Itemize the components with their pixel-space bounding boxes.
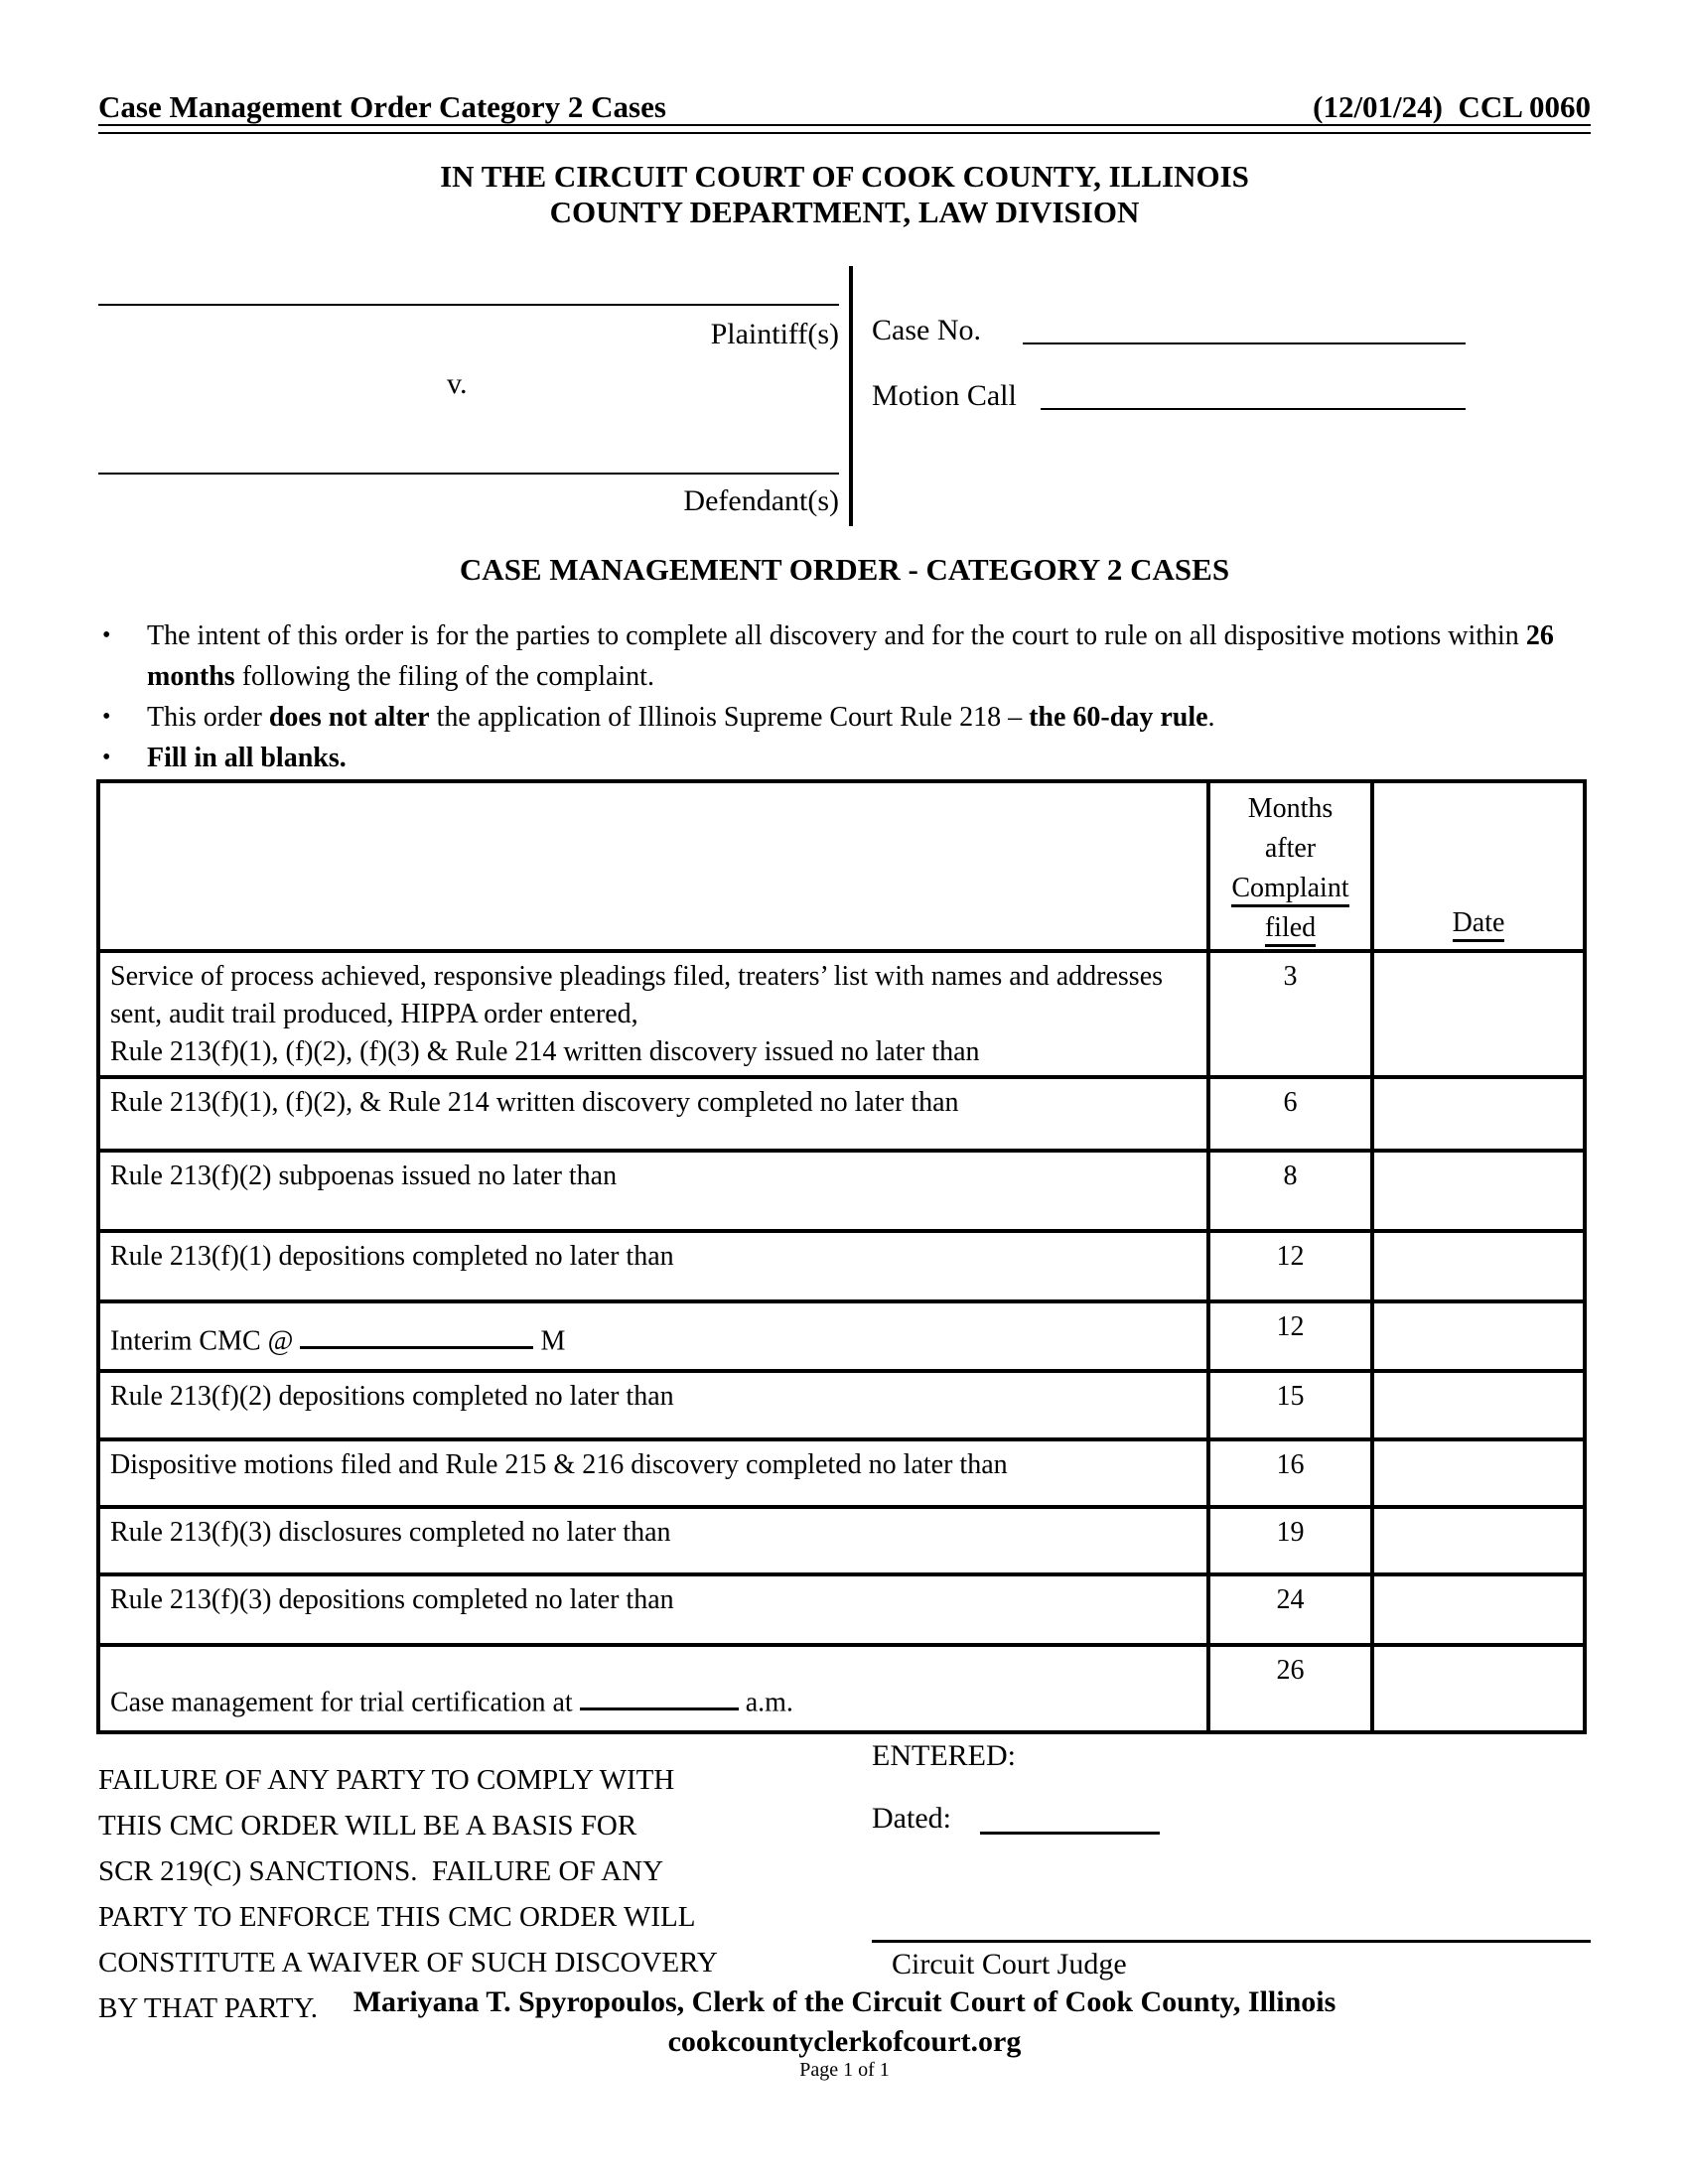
text-segment: The intent of this order is for the parties to complete all discovery and for the court to rule on all dispositive motions within	[147, 620, 1526, 651]
milestone-paragraph	[110, 1317, 1196, 1360]
date-fill-in-cell[interactable]	[1372, 1574, 1585, 1645]
court-heading-line1: IN THE CIRCUIT COURT OF COOK COUNTY, ILLINOIS	[440, 159, 1249, 194]
court-heading-line2: COUNTY DEPARTMENT, LAW DIVISION	[549, 195, 1140, 229]
milestone-paragraph	[110, 1581, 1196, 1619]
months-header-line: Months	[1247, 793, 1334, 824]
months-value-cell: 24	[1208, 1574, 1372, 1645]
defendant-label: Defendant(s)	[683, 484, 839, 517]
text-segment: Rule 213(f)(3) depositions completed no later than	[110, 1584, 674, 1615]
bullet-text	[147, 738, 347, 778]
motion-call-blank[interactable]	[1041, 408, 1466, 410]
date-fill-in-cell[interactable]	[1372, 1439, 1585, 1507]
milestone-paragraph	[110, 1679, 1196, 1721]
months-value-cell: 16	[1208, 1439, 1372, 1507]
schedule-table	[96, 779, 1587, 1734]
bullet-item	[102, 615, 1591, 697]
milestone-description-cell	[98, 1439, 1208, 1507]
text-segment: Rule 213(f)(1) depositions completed no later than	[110, 1241, 674, 1272]
description-header-cell	[98, 781, 1208, 951]
date-fill-in-cell[interactable]	[1372, 1645, 1585, 1732]
milestone-description-cell	[98, 1574, 1208, 1645]
table-row	[98, 1574, 1585, 1645]
clerk-attribution-line: Mariyana T. Spyropoulos, Clerk of the Circuit Court of Cook County, Illinois	[352, 1985, 1336, 2018]
text-segment: Rule 213(f)(2) subpoenas issued no later than	[110, 1160, 618, 1191]
text-segment: Interim CMC @	[110, 1325, 301, 1356]
date-header	[1372, 781, 1585, 951]
entered-label: ENTERED:	[872, 1739, 1016, 1772]
months-value-cell: 8	[1208, 1151, 1372, 1231]
months-value-cell: 6	[1208, 1077, 1372, 1151]
text-segment: does not alter	[268, 702, 430, 733]
bullet-icon: •	[102, 622, 111, 648]
milestone-paragraph	[110, 1378, 1196, 1416]
date-header-text: Date	[1453, 907, 1505, 942]
judge-signature-blank[interactable]	[872, 1910, 1591, 1943]
text-segment: Rule 213(f)(1), (f)(2), & Rule 214 written discovery completed no later than	[110, 1087, 959, 1118]
date-fill-in-cell[interactable]	[1372, 1077, 1585, 1151]
schedule-table-header-row	[98, 781, 1585, 951]
table-row	[98, 1077, 1585, 1151]
header-double-rule	[98, 124, 1591, 134]
milestone-paragraph	[110, 1514, 1196, 1552]
milestone-paragraph	[110, 1033, 1196, 1071]
milestone-description-cell	[98, 1077, 1208, 1151]
table-row	[98, 951, 1585, 1077]
date-fill-in-cell[interactable]	[1372, 1371, 1585, 1439]
date-fill-in-cell[interactable]	[1372, 1151, 1585, 1231]
months-value-cell: 19	[1208, 1507, 1372, 1574]
text-segment: Service of process achieved, responsive pleadings filed, treaters’ list with names and addresses sent, audit trail produced, HIPPA order entered,	[110, 961, 1164, 1029]
milestone-paragraph	[110, 1084, 1196, 1122]
months-header-line: after	[1264, 833, 1317, 864]
milestone-paragraph	[110, 958, 1196, 1033]
table-row	[98, 1151, 1585, 1231]
table-row	[98, 1645, 1585, 1732]
sanctions-line: PARTY TO ENFORCE THIS CMC ORDER WILL	[98, 1901, 696, 1933]
sanctions-line: BY THAT PARTY.	[98, 1992, 318, 2024]
months-value-cell: 15	[1208, 1371, 1372, 1439]
bullet-text	[147, 697, 1215, 738]
months-after-complaint-header	[1208, 781, 1372, 951]
trial-certification-time-blank[interactable]	[580, 1679, 739, 1710]
bullet-icon: •	[102, 745, 111, 770]
date-fill-in-cell[interactable]	[1372, 1231, 1585, 1301]
text-segment: .	[1207, 702, 1215, 733]
versus-label: v.	[447, 367, 468, 400]
text-segment: 26 months	[147, 620, 1554, 692]
bullet-item	[102, 738, 1591, 778]
milestone-paragraph	[110, 1158, 1196, 1195]
dated-blank[interactable]	[980, 1802, 1160, 1835]
bullet-item	[102, 697, 1591, 738]
months-header-line: filed	[1211, 908, 1369, 948]
milestone-description-cell	[98, 1507, 1208, 1574]
text-segment: This order	[147, 702, 269, 733]
text-segment: Dispositive motions filed and Rule 215 & 216 discovery completed no later than	[110, 1449, 1008, 1480]
bullet-text	[147, 615, 1591, 697]
months-value-cell: 3	[1208, 951, 1372, 1077]
table-row	[98, 1507, 1585, 1574]
sanctions-line: CONSTITUTE A WAIVER OF SUCH DISCOVERY	[98, 1947, 718, 1979]
text-segment: Case management for trial certification at	[110, 1687, 580, 1717]
table-row	[98, 1231, 1585, 1301]
text-segment: Rule 213(f)(2) depositions completed no later than	[110, 1381, 674, 1412]
motion-call-label: Motion Call	[872, 379, 1017, 412]
milestone-description-cell	[98, 951, 1208, 1077]
milestone-description-cell	[98, 1371, 1208, 1439]
table-row	[98, 1439, 1585, 1507]
date-fill-in-cell[interactable]	[1372, 1301, 1585, 1371]
milestone-description-cell	[98, 1231, 1208, 1301]
sanctions-line: THIS CMC ORDER WILL BE A BASIS FOR	[98, 1810, 637, 1842]
interim-cmc-time-blank[interactable]	[300, 1317, 533, 1349]
text-segment: Rule 213(f)(1), (f)(2), (f)(3) & Rule 214 written discovery issued no later than	[110, 1036, 980, 1067]
months-value-cell: 26	[1208, 1645, 1372, 1732]
bullet-icon: •	[102, 704, 111, 730]
table-row	[98, 1371, 1585, 1439]
months-value-cell: 12	[1208, 1231, 1372, 1301]
case-no-blank[interactable]	[1023, 342, 1466, 344]
dated-label: Dated:	[872, 1802, 951, 1835]
text-segment: Rule 213(f)(3) disclosures completed no later than	[110, 1517, 671, 1548]
form-title-header: Case Management Order Category 2 Cases	[98, 89, 666, 124]
plaintiff-label: Plaintiff(s)	[710, 318, 839, 350]
case-no-label: Case No.	[872, 314, 981, 346]
date-fill-in-cell[interactable]	[1372, 1507, 1585, 1574]
text-segment: the 60-day rule	[1029, 702, 1208, 733]
text-segment: Fill in all blanks.	[147, 743, 347, 773]
defendant-name-blank[interactable]	[98, 473, 839, 475]
caption-divider-bar	[849, 266, 853, 526]
text-segment: a.m.	[738, 1687, 793, 1717]
form-revision-code: (12/01/24) CCL 0060	[1313, 89, 1591, 124]
instructions-bullet-list	[102, 615, 1591, 778]
clerk-website: cookcountyclerkofcourt.org	[667, 2025, 1022, 2058]
date-fill-in-cell[interactable]	[1372, 951, 1585, 1077]
milestone-description-cell	[98, 1151, 1208, 1231]
milestone-paragraph	[110, 1446, 1196, 1484]
document-title: CASE MANAGEMENT ORDER - CATEGORY 2 CASES	[459, 552, 1230, 587]
text-segment: the application of Illinois Supreme Court Rule 218 –	[429, 702, 1030, 733]
months-value-cell: 12	[1208, 1301, 1372, 1371]
sanctions-line: FAILURE OF ANY PARTY TO COMPLY WITH	[98, 1764, 675, 1796]
page-number: Page 1 of 1	[799, 2059, 890, 2081]
sanctions-line: SCR 219(C) SANCTIONS. FAILURE OF ANY	[98, 1855, 664, 1887]
milestone-paragraph	[110, 1238, 1196, 1276]
text-segment: following the filing of the complaint.	[234, 661, 654, 692]
milestone-description-cell	[98, 1301, 1208, 1371]
months-header-line: Complaint	[1211, 869, 1369, 908]
table-row	[98, 1301, 1585, 1371]
text-segment: M	[533, 1325, 566, 1356]
schedule-table-body	[98, 951, 1585, 1732]
circuit-court-judge-label: Circuit Court Judge	[892, 1948, 1127, 1980]
plaintiff-name-blank[interactable]	[98, 304, 839, 306]
milestone-description-cell	[98, 1645, 1208, 1732]
